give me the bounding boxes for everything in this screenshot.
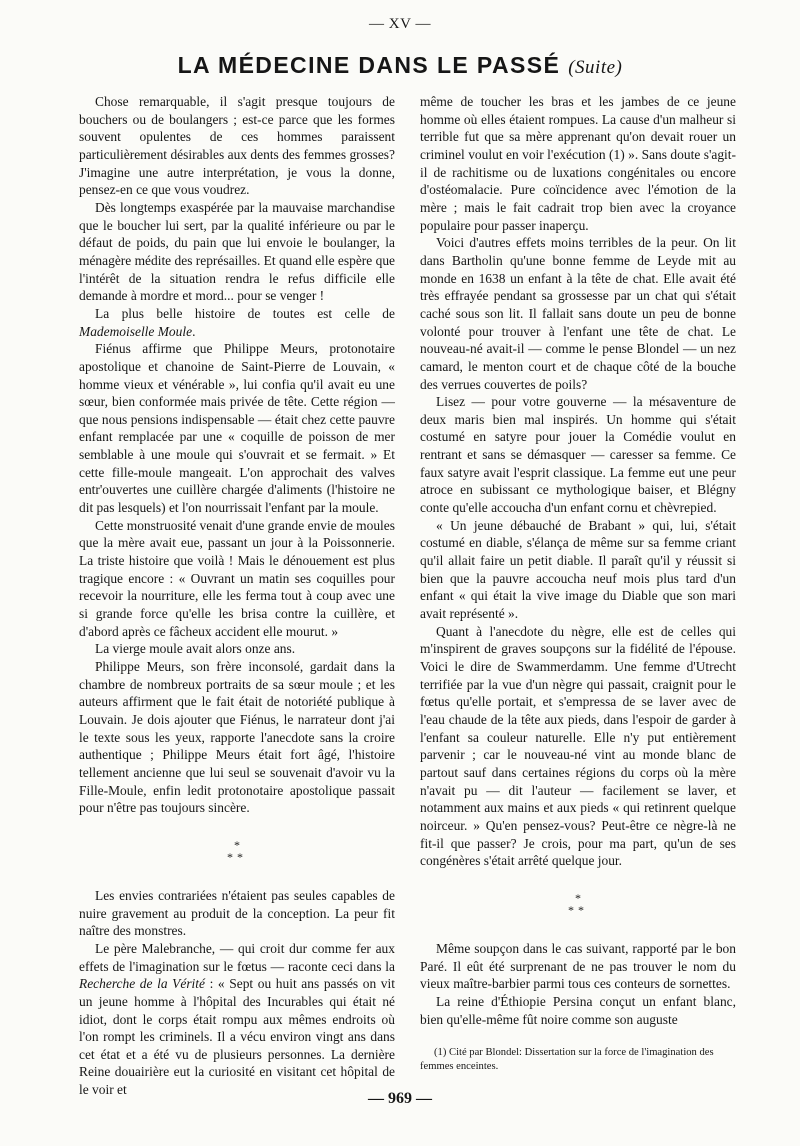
- separator-asterisk-top-right: *: [575, 890, 581, 905]
- right-paragraph-1: même de toucher les bras et les jambes de ce jeune homme où elles étaient rompues. La cause d'un malheur si terrible fut que sa mère apprenant qu'on devait rouer un criminel voulut en voir l'exécution (1) ». Sans doute s'agit-il de rachitisme ou de luxations congénitales ou encore d'ostéomalacie. Pure coïncidence avec l'émotion de la mère ; mais le fait cadrait trop bien avec la croyance populaire pour passer inaperçu.: [420, 94, 736, 233]
- section-separator-asterisks-right: [420, 892, 736, 916]
- left-paragraph-1: Chose remarquable, il s'agit presque toujours de bouchers ou de boulangers ; est-ce parce que les formes souvent opulentes de ces hommes paraissent particulièrement désirables aux dents des femmes grosses? J'imagine une autre interprétation, je vous la donne, pensez-en ce que vous voudrez.: [79, 94, 395, 198]
- article-title-suite: (Suite): [568, 57, 623, 78]
- right-paragraph-4: « Un jeune débauché de Brabant » qui, lui, s'était costumé en diable, s'élança de même sur sa femme criant qu'il allait faire un petit diable. Il paraît qu'il y réussit si bien que la pauvre accoucha neuf mois plus tard d'un enfant « qui était la vive image du Diable que son mari avait représenté ».: [420, 517, 736, 622]
- left-paragraph-9-text-b: : « Sept ou huit ans passés on vit un jeune homme à l'hôpital des Incurables qui était né idiot, dont le corps était rompu aux mêmes endroits où l'on rompt les criminels. Il a vécu environ vingt ans dans cet état et a été vu de plusieurs personnes. La dernière Reine douairière eut la curiosité en visitant cet hôpital de le voir et: [79, 976, 395, 1098]
- article-title: [0, 52, 800, 79]
- left-paragraph-3-text-a: La plus belle histoire de toutes est celle de: [95, 305, 395, 321]
- left-paragraph-3: [79, 305, 395, 340]
- left-paragraph-3-text-b: .: [192, 323, 196, 339]
- left-paragraph-6: La vierge moule avait alors onze ans.: [95, 641, 296, 657]
- left-paragraph-8: Les envies contrariées n'étaient pas seules capables de nuire gravement au produit de la conception. La peur fit naître des monstres.: [79, 887, 395, 939]
- left-paragraph-3-italic: Mademoiselle Moule: [79, 323, 193, 339]
- page-number: — 969 —: [368, 1090, 432, 1107]
- right-paragraph-7: La reine d'Éthiopie Persina conçut un enfant blanc, bien qu'elle-même fût noire comme son auguste: [420, 993, 736, 1027]
- separator-asterisk-bottom-right: **: [568, 902, 588, 917]
- separator-asterisk-bottom: **: [227, 849, 247, 864]
- left-paragraph-9-text-a: Le père Malebranche, — qui croit dur comme fer aux effets de l'imagination sur le fœtus — raconte ceci dans la: [79, 940, 395, 974]
- page-header-roman-numeral: — XV —: [369, 16, 431, 32]
- footnote: (1) Cité par Blondel: Dissertation sur la force de l'imagination des femmes enceintes.: [420, 1047, 714, 1073]
- left-column: [79, 93, 395, 1099]
- section-separator-asterisks: [79, 839, 395, 863]
- right-paragraph-2: Voici d'autres effets moins terribles de la peur. On lit dans Bartholin qu'une bonne femme de Leyde mit au monde en 1638 un enfant à la tête de chat. Elle avait été très effrayée pendant sa grossesse par un chat qui s'était caché sous son lit. Il fallait sans doute un peu de bonne volonté pour trouver à l'enfant une tête de chat. Le nouveau-né avait-il — comme le pense Blondel — un nez camard, le menton court et de chaque côté de la bouche des verrues couvertes de poils?: [420, 235, 736, 392]
- left-paragraph-4: Fiénus affirme que Philippe Meurs, protonotaire apostolique et chanoine de Saint-Pierre de Louvain, « homme vieux et vénérable », lui confia qu'il avait eu une sœur, bien conformée mais privée de tête. Cette région — que nous pensions indispensable — était chez cette pauvre enfant remplacée par une « coquille de poisson de mer semblable à une moule qui s'ouvrait et se fermait. » Et cette fille-moule mangeait. L'on approchait des valves entr'ouvertes une cuillère chargée d'aliments (l'histoire ne dit pas lesquels) et l'on nourrissait l'enfant par la moule.: [79, 341, 395, 516]
- left-paragraph-5: Cette monstruosité venait d'une grande envie de moules que la mère avait eue, passant un jour à la Poissonnerie. La triste histoire que voilà ! Mais le dénouement est plus tragique encore : « Ouvrant un matin ses coquilles pour recevoir la nourriture, elle les ferma tout à coup avec une si grande force qu'elle les brisa contre la cuillère, et d'abord après ce fâcheux accident elle mourut. »: [79, 517, 395, 639]
- left-paragraph-2: Dès longtemps exaspérée par la mauvaise marchandise que le boucher lui sert, par la qualité inférieure ou par le défaut de poids, du pain que lui envoie le boulanger, la ménagère médite des représailles. Et quand elle espère que l'intérêt de la situation rendra le refus difficile elle demande à mordre et mord... pour se venger !: [79, 199, 396, 304]
- article-title-text: LA MÉDECINE DANS LE PASSÉ: [177, 52, 561, 78]
- separator-asterisk-top: *: [234, 837, 240, 852]
- left-paragraph-7: Philippe Meurs, son frère inconsolé, gardait dans la chambre de nombreux portraits de sa sœur moule ; et les auteurs affirment que le fait était de notoriété publique à Louvain. Je dois ajouter que Fiénus, le narrateur dont j'ai le texte sous les yeux, rapporte l'anecdote sans la croire authentique ; Philippe Meurs était fort âgé, l'histoire tellement ancienne que lui seul se souvenait d'avoir vu la Fille-Moule, enfin ledit protonotaire apostolique passait pour n'être pas toujours sincère.: [79, 659, 395, 816]
- right-paragraph-3: Lisez — pour votre gouverne — la mésaventure de deux maris bien mal inspirés. Un homme qui s'était costumé en satyre pour jouer la Comédie voulut en rentrant et sans se démasquer — caresser sa femme. Ce faux satyre avait l'esprit classique. La femme eut une peur atroce en subissant ce mythologique baiser, et Blégny conte qu'elle accoucha d'un enfant cornu et chèvrepied.: [420, 394, 736, 516]
- left-paragraph-9: [79, 940, 395, 1099]
- right-paragraph-6: Même soupçon dans le cas suivant, rapporté par le bon Paré. Il eût été surprenant de ne pas trouver le nom du vieux maître-barbier parmi tous ces conteurs de sornettes.: [420, 940, 736, 992]
- right-paragraph-5: Quant à l'anecdote du nègre, elle est de celles qui m'inspirent de graves soupçons sur la fidélité de l'épouse. Voici le dire de Swammerdamm. Une femme d'Utrecht terrifiée par la vue d'un nègre qui passait, craignit pour le fœtus qu'elle portait, et s'empressa de se laver avec de l'eau chaude de la tête aux pieds, dans l'espoir de garder à l'enfant sa couleur naturelle. Elle n'y put entièrement parvenir ; car le nouveau-né vint au monde blanc de partout sauf dans certaines régions du corps où la mère n'avait pu — dit l'auteur — facilement se laver, et notamment aux mains et aux pieds « qui retinrent quelque noirceur. » Qu'en pensez-vous? Peut-être ce nègre-là ne fit-il que passer? Je crois, pour ma part, qu'un de ses congénères s'était arrêté quelque jour.: [420, 623, 736, 869]
- left-paragraph-9-italic: Recherche de la Vérité: [79, 976, 205, 992]
- right-column: [420, 93, 736, 1074]
